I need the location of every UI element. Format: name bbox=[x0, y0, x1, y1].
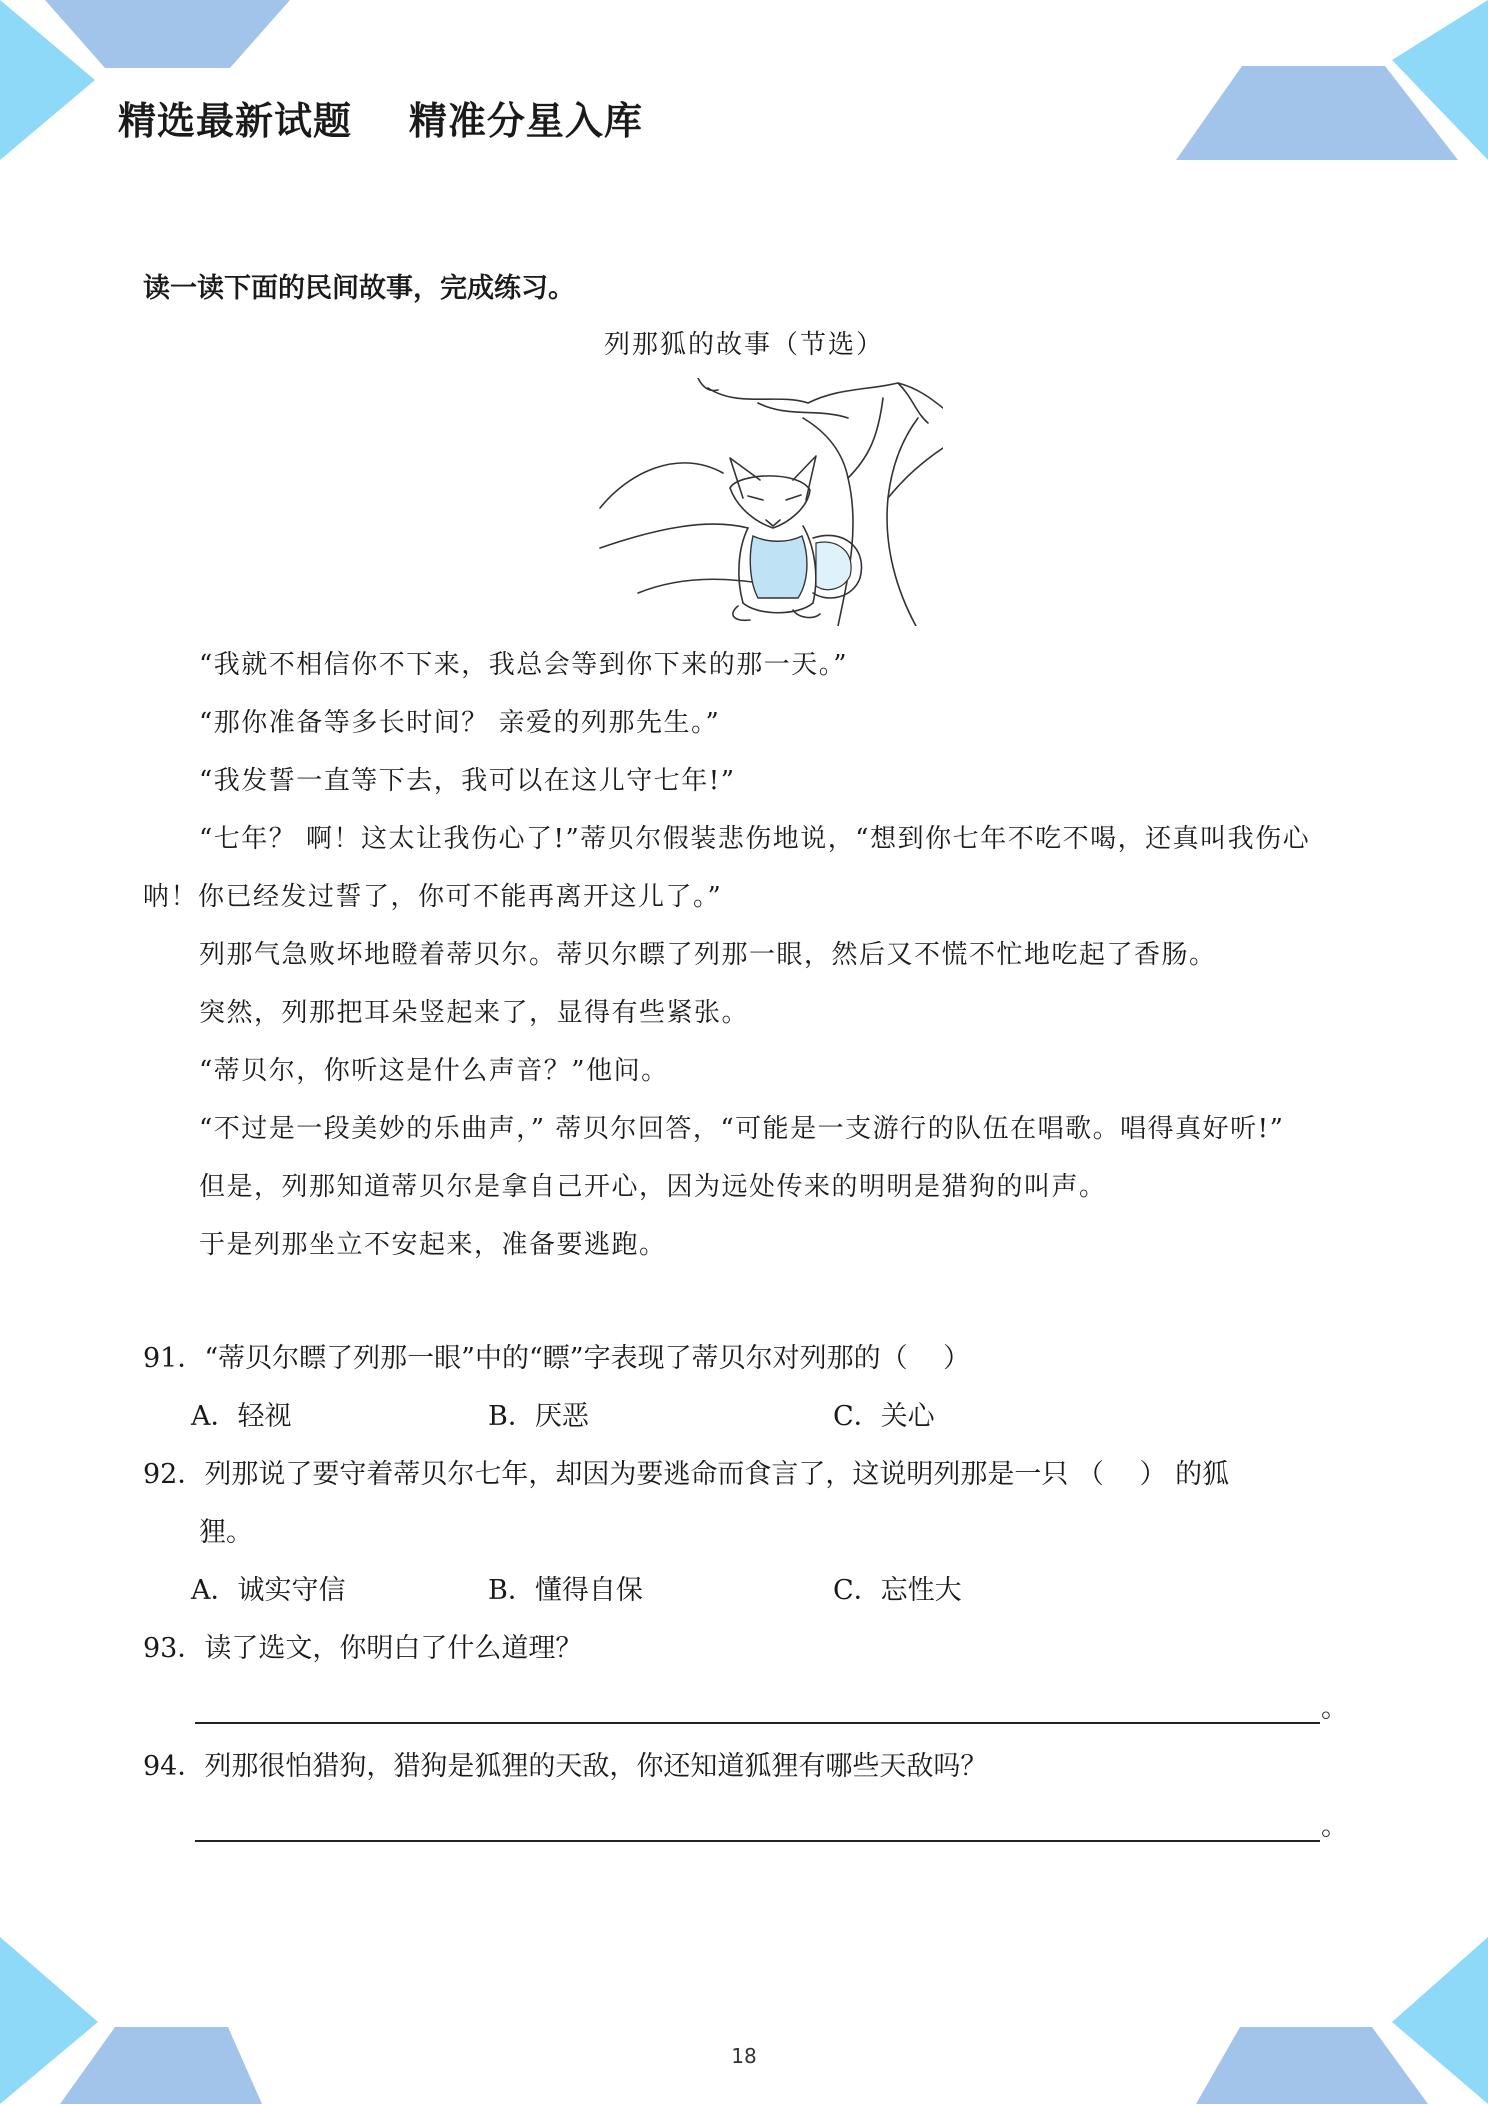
option-b[interactable]: B．厌恶 bbox=[488, 1401, 589, 1432]
option-b[interactable]: B．懂得自保 bbox=[488, 1575, 643, 1606]
story-text bbox=[143, 636, 1343, 1274]
question-93: 93．读了选文，你明白了什么道理？ bbox=[143, 1633, 583, 1664]
questions-section bbox=[143, 1330, 1348, 1856]
option-a[interactable]: A．诚实守信 bbox=[191, 1575, 346, 1606]
question-92-options bbox=[143, 1562, 1343, 1620]
story-paragraph: 但是，列那知道蒂贝尔是拿自己开心，因为远处传来的明明是猎狗的叫声。 bbox=[199, 1172, 1107, 1202]
page-number: 18 bbox=[731, 2044, 757, 2068]
fox-illustration bbox=[598, 378, 943, 626]
question-91-options bbox=[143, 1388, 1343, 1446]
story-paragraph: “那你准备等多长时间？ 亲爱的列那先生。” bbox=[199, 708, 721, 738]
story-paragraph: 突然，列那把耳朵竖起来了，显得有些紧张。 bbox=[199, 998, 750, 1028]
option-c[interactable]: C．忘性大 bbox=[833, 1575, 962, 1606]
story-title: 列那狐的故事（节选） bbox=[603, 330, 884, 360]
header-title: 精选最新试题 精准分星入库 bbox=[118, 99, 643, 143]
answer-line-94[interactable] bbox=[143, 1796, 1348, 1856]
option-a[interactable]: A．轻视 bbox=[191, 1401, 292, 1432]
story-paragraph: “不过是一段美妙的乐曲声，” 蒂贝尔回答，“可能是一支游行的队伍在唱歌。唱得真好听!” bbox=[199, 1114, 1285, 1144]
question-92: 92．列那说了要守着蒂贝尔七年，却因为要逃命而食言了，这说明列那是一只 （ ） 的狐 bbox=[143, 1459, 1230, 1490]
instruction: 读一读下面的民间故事，完成练习。 bbox=[143, 273, 575, 304]
story-paragraph: “我就不相信你不下来，我总会等到你下来的那一天。” bbox=[199, 650, 849, 680]
story-paragraph: “蒂贝尔，你听这是什么声音？”他问。 bbox=[199, 1056, 669, 1086]
answer-end-mark: 。 bbox=[1321, 1693, 1348, 1724]
option-c[interactable]: C．关心 bbox=[833, 1401, 935, 1432]
story-paragraph: “七年？ 啊！这太让我伤心了!”蒂贝尔假装悲伤地说，“想到你七年不吃不喝，还真叫我伤心呐！你已经发过誓了，你可不能再离开这儿了。” bbox=[143, 824, 1311, 912]
question-92-continuation: 狸。 bbox=[199, 1517, 253, 1548]
story-paragraph: “我发誓一直等下去，我可以在这儿守七年!” bbox=[199, 766, 736, 796]
story-paragraph: 于是列那坐立不安起来，准备要逃跑。 bbox=[199, 1230, 667, 1260]
answer-rule bbox=[195, 1722, 1320, 1724]
question-94: 94．列那很怕猎狗，猎狗是狐狸的天敌，你还知道狐狸有哪些天敌吗？ bbox=[143, 1751, 988, 1782]
story-paragraph: 列那气急败坏地瞪着蒂贝尔。蒂贝尔瞟了列那一眼，然后又不慌不忙地吃起了香肠。 bbox=[199, 940, 1217, 970]
top-left-trapezoid bbox=[45, 0, 290, 68]
question-91: 91．“蒂贝尔瞟了列那一眼”中的“瞟”字表现了蒂贝尔对列那的（ ） bbox=[143, 1343, 971, 1374]
answer-rule bbox=[195, 1840, 1320, 1842]
answer-end-mark: 。 bbox=[1321, 1811, 1348, 1842]
answer-line-93[interactable] bbox=[143, 1678, 1348, 1738]
